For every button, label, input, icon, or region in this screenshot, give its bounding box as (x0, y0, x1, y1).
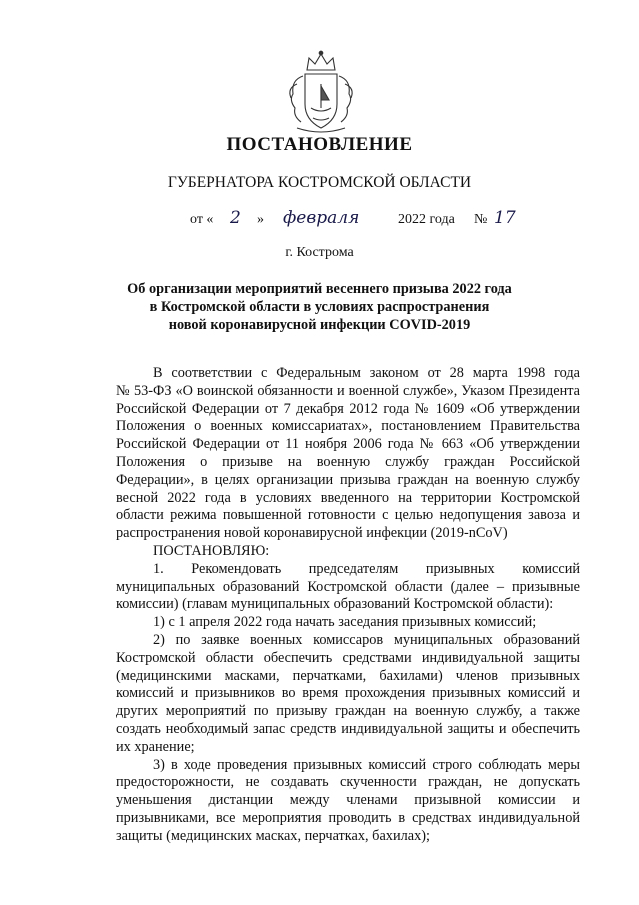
body-line: других мероприятий по призыву граждан на военную службу, а также (116, 703, 580, 720)
body-line: их хранение; (116, 738, 195, 755)
body-line: распространения новой коронавирусной инфекции (2019-nCoV) (116, 525, 508, 542)
resolution-word: ПОСТАНОВЛЯЮ: (153, 542, 270, 559)
date-quote-close: » (257, 212, 264, 227)
body-line: муниципальных образований Костромской области (далее – призывные (116, 578, 580, 595)
body-line: создать необходимый запас средств индивидуальной защиты и обеспечить (116, 720, 580, 737)
body-line: Федерации», в целях организации призыва граждан на военную службу (116, 471, 580, 488)
date-year: 2022 года (398, 212, 455, 227)
city-line: г. Кострома (285, 245, 354, 260)
document-body (116, 365, 580, 846)
body-line: предосторожности, не создавать скученности граждан, не допускать (116, 774, 580, 791)
body-line: Российской Федерации от 11 ноября 2006 года № 663 «Об утверждении (116, 436, 580, 453)
body-line: (медицинскими масками, перчатками, бахилами) членов призывных (116, 667, 580, 684)
body-line: Положения о призыве на военную службу граждан Российской (116, 453, 580, 470)
body-line: Положения о военных комиссариатах», постановлением Правительства (116, 418, 580, 435)
body-line: Костромской области обеспечить средствами индивидуальной защиты (116, 649, 580, 666)
subject-heading (0, 280, 639, 334)
body-line: 1. Рекомендовать председателям призывных комиссий (153, 560, 580, 577)
body-line: области режима повышенной готовности с целью недопущения завоза и (116, 507, 580, 524)
body-line: 2) по заявке военных комиссаров муниципальных образований (153, 631, 580, 648)
date-month-handwritten: февраля (283, 208, 360, 228)
number-label: № (474, 212, 488, 227)
body-line: комиссий и призывников во время прохождения призывных комиссий и (116, 685, 580, 702)
subject-line: Об организации мероприятий весеннего призыва 2022 года (127, 281, 512, 297)
body-line: защиты (медицинских масках, перчатках, бахилах); (116, 827, 430, 844)
subject-line: новой коронавирусной инфекции COVID-2019 (168, 317, 471, 333)
date-prefix: от « (190, 212, 214, 227)
body-line: 1) с 1 апреля 2022 года начать заседания призывных комиссий; (153, 614, 537, 631)
body-line: комиссии) (главам муниципальных образований Костромской области): (116, 596, 554, 613)
body-line: уменьшения дистанции между членами призывной комиссии и (116, 792, 580, 809)
issuer-title: ГУБЕРНАТОРА КОСТРОМСКОЙ ОБЛАСТИ (167, 174, 472, 191)
document-title: ПОСТАНОВЛЕНИЕ (226, 134, 413, 155)
body-line: В соответствии с Федеральным законом от 28 марта 1998 года (153, 365, 580, 381)
body-line: Российской Федерации от 7 декабря 2012 года № 1609 «Об утверждении (116, 400, 580, 417)
body-line: призывниками, все мероприятия проводить в средствах индивидуальной (116, 809, 580, 826)
body-line: № 53-ФЗ «О воинской обязанности и военной службе», Указом Президента (116, 382, 580, 399)
document-number-handwritten: 17 (494, 208, 516, 228)
body-line: весной 2022 года в условиях введенного на территории Костромской (116, 489, 580, 506)
coat-of-arms-emblem (283, 50, 359, 134)
subject-line: в Костромской области в условиях распространения (149, 299, 490, 315)
date-day-handwritten: 2 (230, 208, 241, 228)
body-line: 3) в ходе проведения призывных комиссий строго соблюдать меры (153, 756, 580, 773)
